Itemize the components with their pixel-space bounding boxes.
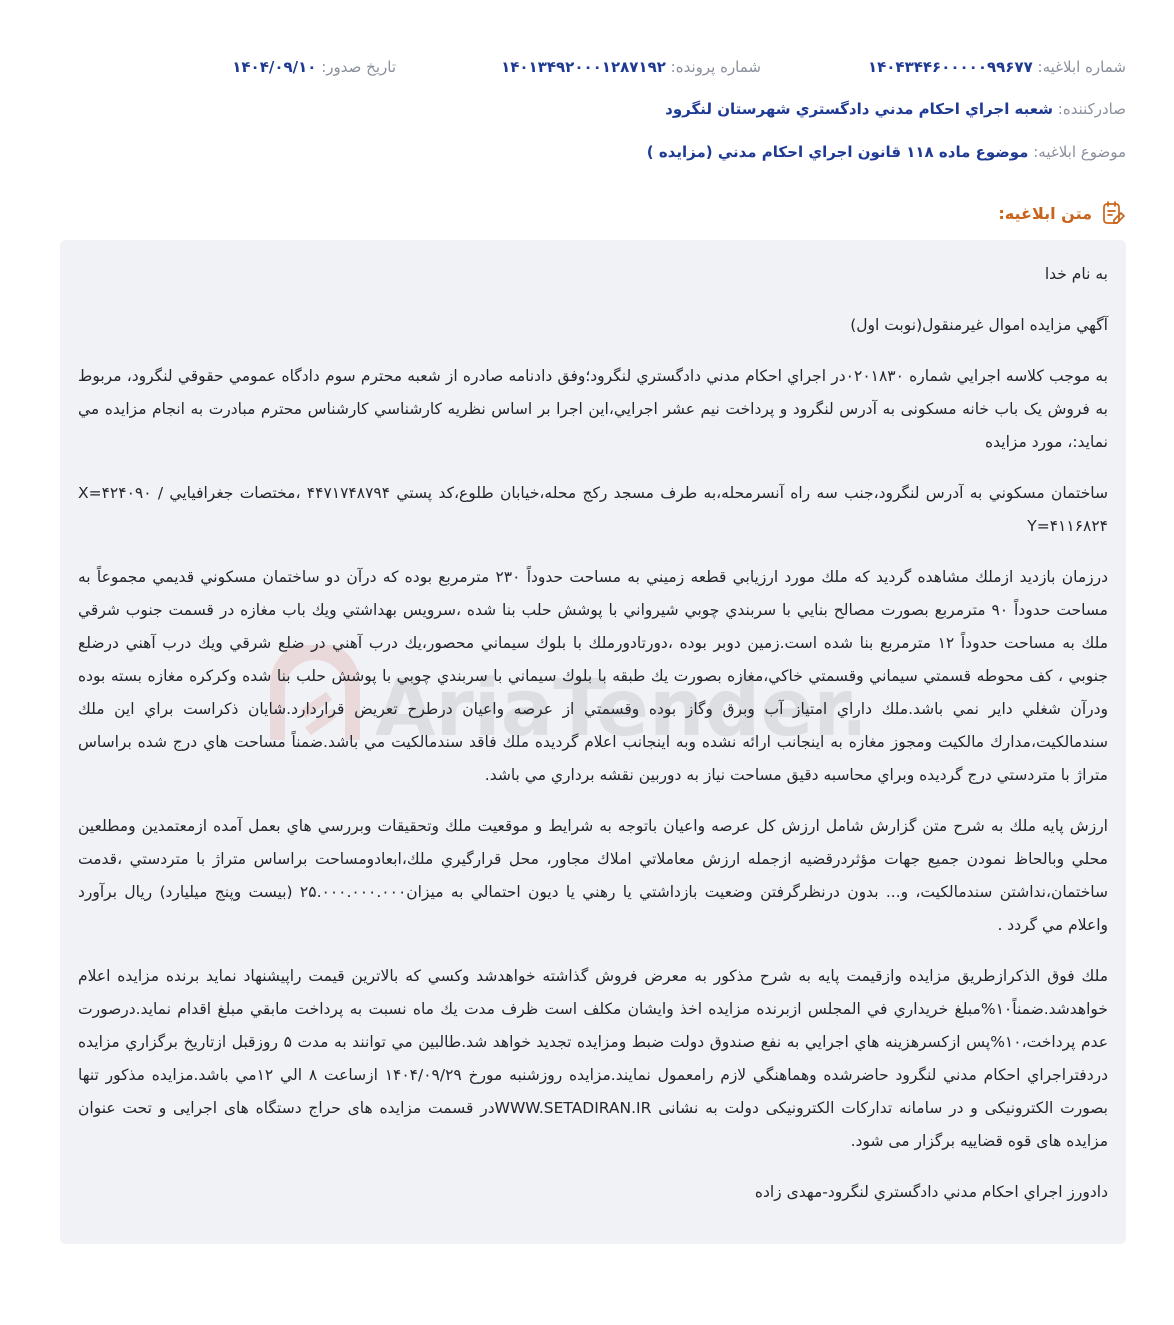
file-number xyxy=(501,58,761,76)
issue-date-label: تاريخ صدور: xyxy=(321,58,396,76)
notice-text-heading xyxy=(998,200,1126,226)
issue-date xyxy=(232,58,396,76)
file-number-value: ۱۴۰۱۳۴۹۲۰۰۰۱۲۸۷۱۹۲ xyxy=(501,58,666,76)
notice-body xyxy=(60,240,1126,1209)
document-edit-icon xyxy=(1100,200,1126,226)
notice-number-value: ۱۴۰۴۳۴۴۶۰۰۰۰۰۹۹۶۷۷ xyxy=(867,58,1033,76)
subject-value: موضوع ماده ۱۱۸ قانون اجراي احكام مدني (مزايده ) xyxy=(646,143,1029,161)
file-number-label: شماره پرونده: xyxy=(670,58,761,76)
notice-text-title: متن ابلاغيه: xyxy=(998,203,1092,223)
notice-paragraph-address: ساختمان مسكوني به آدرس لنگرود،جنب سه راه آنسرمحله،به طرف مسجد ركج محله،خيابان طلوع،كد پستي ۴۴۷۱۷۴۸۷۹۴ ،مختصات جغرافيايي X=۴۲۴۰۹۰ / Y=۴۱۱۶۸۲۴ xyxy=(78,484,1108,535)
notice-paragraph-title: آگهي مزايده اموال غيرمنقول(نوبت اول) xyxy=(850,316,1108,334)
notice-paragraph-signature: دادورز اجراي احكام مدني دادگستري لنگرود-مهدی زاده xyxy=(754,1183,1108,1201)
issuer-value: شعبه اجراي احکام مدني دادگستري شهرستان لنگرود xyxy=(665,100,1053,118)
notice-paragraph-intro: به موجب كلاسه اجرايي شماره ۰۲۰۱۸۳۰در اجراي احكام مدني دادگستري لنگرود؛وفق دادنامه صادره از شعبه محترم سوم دادگاه عمومي حقوقي لنگرود، مربوط به فروش يک باب خانه مسکونی به آدرس لنگرود و پرداخت نيم عشر اجرايي،اين اجرا بر اساس نظريه کارشناسي كارشناس محترم مبادرت به انجام مزايده مي نمايد:، مورد مزايده xyxy=(78,367,1108,451)
issue-date-value: ۱۴۰۴/۰۹/۱۰ xyxy=(232,58,317,76)
subject-label: موضوع ابلاغيه: xyxy=(1033,143,1126,161)
notice-number xyxy=(868,58,1126,76)
subject-row xyxy=(48,143,1126,161)
svg-text:AriaTender.neT: AriaTender xyxy=(375,664,841,754)
notice-content-box xyxy=(60,240,1126,1244)
issuer-label: صادرکننده: xyxy=(1057,100,1126,118)
notice-paragraph-terms: ملك فوق الذكرازطريق مزايده وازقيمت پايه به شرح مذكور به معرض فروش گذاشته خواهدشد وكسي كه بالاترين قيمت راپيشنهاد نمايد برنده مزايده اعلام خواهدشد.ضمناً۱۰%مبلغ خريداري في المجلس ازبرنده مزايده اخذ وايشان مكلف است ظرف مدت يك ماه نسبت به پرداخت مابقي مبلغ اقدام نمايد.درصورت عدم پرداخت،۱۰%پس ازكسرهزينه هاي اجرايي به نفع صندوق دولت ضبط ومزايده تجديد خواهد شد.طالبين مي توانند به مدت ۵ روزقبل ازتاريخ برگزاري مزايده دردفتراجراي احكام مدني لنگرود حاضرشده وهماهنگي لازم رامعمول نمايند.مزايده روزشنبه مورخ ۱۴۰۴/۰۹/۲۹ ازساعت ۸ الي ۱۲مي باشد.مزایده مذکور تنها بصورت الکترونیکی و در سامانه تدارکات الکترونیکی دولت به نشانی WWW.SETADIRAN.IRدر قسمت مزایده های حراج دستگاه های اجرایی و تحت عنوان مزایده های قوه قضاییه برگزار می شود. xyxy=(78,967,1108,1150)
notice-paragraph-description: درزمان بازديد ازملك مشاهده گرديد كه ملك مورد ارزيابي قطعه زميني به مساحت حدوداً ۲۳۰ مترمربع بوده كه درآن دو ساختمان مسكوني قديمي مجموعاً به مساحت حدوداً ۹۰ مترمربع بصورت مصالح بنايي با سربندي چوبي شيرواني با پوشش حلب بنا شده ،سرويس بهداشتي ويك باب مغازه در قسمت جنوب شرقي ملك به مساحت حدوداً ۱۲ مترمربع بنا شده است.زمين دوبر بوده ،دورتادورملك با بلوك سيماني محصور،يك درب آهني در ضلع شرقي ويك درب آهني درضلع جنوبي ، كف محوطه قسمتي سيماني وقسمتي خاكي،مغازه بصورت يك طبقه با بلوك سيماني با سربندي چوبي با پوشش حلب بنا شده وكركره مغازه بسته بوده ودرآن شغلي داير نمي باشد.ملك داراي امتياز آب وبرق وگاز بوده وقسمتي از عرصه واعيان درطرح تعريض قراردارد.شايان ذكراست براي اين ملك سندمالكيت،مدارك مالكيت ومجوز مغازه به اينجانب ارائه نشده وبه اينجانب اعلام گرديده ملك فاقد سندمالكيت مي باشد.ضمناً مساحت هاي درج شده براساس متراژ با متردستي درج گرديده وبراي محاسبه دقيق مساحت نياز به دوربين نقشه برداري مي باشد. xyxy=(78,568,1109,784)
issuer-row xyxy=(48,100,1126,118)
notice-paragraph-valuation: ارزش پايه ملك به شرح متن گزارش شامل ارزش كل عرصه واعيان باتوجه به شرايط و موقعيت ملك وتحقيقات وبررسي هاي بعمل آمده ازمعتمدين ومطلعين محلي وبالحاظ نمودن جميع جهات مؤثردرقضيه ازجمله ارزش معاملاتي املاك مجاور، محل قرارگيري ملك،ابعادومساحت براساس متراژ با متردستي ،قدمت ساختمان،نداشتن سندمالكيت، و... بدون درنظرگرفتن وضعيت بازداشتي يا رهني يا ديون احتمالي به ميزان۲۵.۰۰۰.۰۰۰.۰۰۰ (بيست وپنج ميليارد) ريال برآورد واعلام مي گردد . xyxy=(78,817,1108,934)
notice-number-label: شماره ابلاغيه: xyxy=(1037,58,1126,76)
notice-paragraph-bismillah: به نام خدا xyxy=(1044,265,1108,283)
